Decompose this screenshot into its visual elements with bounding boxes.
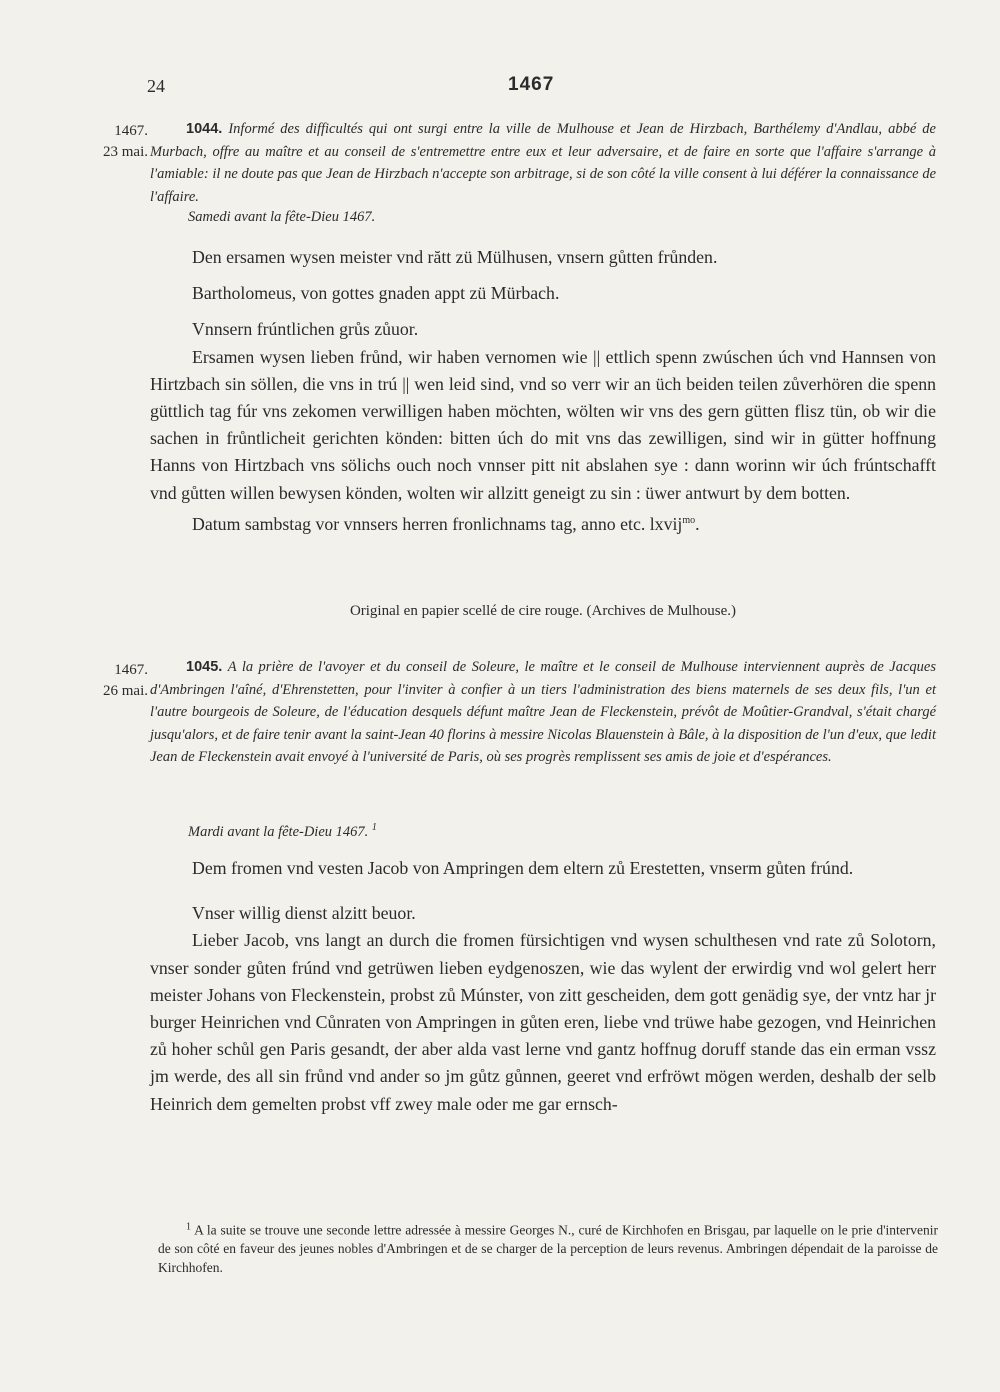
margin-day: 23 mai.: [103, 144, 148, 160]
margin-date-1044: [78, 121, 148, 163]
document-number: 1045.: [186, 659, 223, 675]
summary-1044: [150, 118, 936, 208]
letter-body: Lieber Jacob, vns langt an durch die fromen fürsichtigen vnd wysen schulthesen vnd rate zů Solotorn, vnser sonder gůten frúnd vnd getrüwen lieben eydgenoszen, wie das wylent der erwirdig vnd wol gelert herr meister Johans von Fleckenstein, probst zů Múnster, von zitt gescheiden, dem gott genädig sye, der vntz har jr burger Heinrichen vnd Cůnraten von Ampringen in gůten eren, liebe vnd trüwe habe gezogen, vnd Heinrichen zů hoher schůl gen Paris gesandt, der aber alda vast lerne vnd gantz hoffnug doruff stande das ein erman vssz jm werde, des all sin frůnd vnd ander so jm gůtz gůnnen, geeret vnd erfröwt mögen werden, deshalb der selb Heinrich dem gemelten probst vff zwey male oder me gar ernsch-: [150, 930, 936, 1114]
footnote-ref: 1: [371, 822, 377, 833]
dateline-1044: Samedi avant la fête-Dieu 1467.: [188, 209, 376, 225]
letter-address: Dem fromen vnd vesten Jacob von Ampringen dem eltern zů Erestetten, vnserm gůten frúnd.: [192, 858, 854, 878]
letter-1045: [150, 855, 936, 1118]
summary-text: A la prière de l'avoyer et du conseil de Soleure, le maître et le conseil de Mulhouse interviennent auprès de Jacques d'Ambringen l'aîné, d'Ehrenstetten, pour l'inviter à confier à un tiers l'administration des biens maternels de ses deux fils, l'un et l'autre bourgeois de Soleure, de l'éducation desquels défunt maître Jean de Fleckenstein, prévôt de Moûtier-Grandval, s'était chargé jusqu'alors, et de faire tenir avant la saint-Jean 40 florins à messire Nicolas Blauenstein à Bâle, à la disposition de l'un d'eux, que ledit Jean de Fleckenstein avait envoyé à l'université de Paris, où ses progrès remplissent ses amis de joie et d'espérances.: [150, 659, 937, 765]
source-note-1044: Original en papier scellé de cire rouge. (Archives de Mulhouse.): [349, 603, 737, 619]
summary-text: Informé des difficultés qui ont surgi entre la ville de Mulhouse et Jean de Hirzbach, Barthélemy d'Andlau, abbé de Murbach, offre au maître et au conseil de s'entremettre entre eux et leur adversaire, et de faire en sorte que l'affaire s'arrange à l'amiable: il ne doute pas que Jean de Hirzbach n'accepte son arbitrage, si de son côté la ville consent à lui déférer la connaissance de l'affaire.: [150, 121, 936, 205]
margin-year: 1467.: [114, 662, 148, 678]
letter-body: Ersamen wysen lieben frůnd, wir haben vernomen wie || ettlich spenn zwúschen úch vnd Hannsen von Hirtzbach sin söllen, die vns in trú || wen leid sind, vnd so verr wir an üch beiden teilen zůverhören die spenn güttlich tag fúr vns zekomen verwilligen haben möchten, wölten wir vns des gern gütten flisz tün, ob wir die sachen in frůntlicheit gerichten könden: bitten úch do mit vns das zewilligen, sind wir in gütter hoffnung Hanns von Hirtzbach vns sölichs ouch noch vnnser pitt nit abslahen sye : dann worinn wir úch frúntschafft vnd gůtten willen bewysen könden, wolten wir allzitt geneigt zu sin : üwer antwurt by dem botten.: [150, 346, 936, 503]
margin-year: 1467.: [114, 123, 148, 139]
letter-sender: Bartholomeus, von gottes gnaden appt zü Mürbach.: [192, 283, 560, 304]
footnote-text: A la suite se trouve une seconde lettre adressée à messire Georges N., curé de Kirchhofen en Brisgau, par laquelle on le prie d'intervenir de son côté en faveur des jeunes nobles d'Ambringen et de se charger de la perception de leurs revenus. Ambringen dépendait de la paroisse de Kirchhofen.: [158, 1222, 938, 1275]
letter-1044: [150, 244, 936, 538]
footnote-number: 1: [186, 1221, 191, 1232]
datum-text: Datum sambstag vor vnnsers herren fronlichnams tag, anno etc. lxvij: [192, 513, 683, 534]
letter-greeting: Vnser willig dienst alzitt beuor.: [192, 903, 416, 924]
document-number: 1044.: [186, 121, 223, 137]
footnote: [158, 1218, 938, 1277]
letter-datum: Datum sambstag vor vnnsers herren fronlichnams tag, anno etc. lxvij$^{mo}$.: [192, 513, 700, 534]
dateline-1045: [188, 822, 377, 841]
dateline-text: Mardi avant la fête-Dieu 1467.: [188, 823, 369, 840]
running-header-year: 1467: [508, 74, 555, 95]
footnote-marker: [158, 1223, 191, 1238]
summary-1045: [150, 656, 936, 769]
letter-address: Den ersamen wysen meister vnd rătt zü Mülhusen, vnsern gůtten frůnden.: [192, 247, 718, 267]
margin-date-1045: [78, 660, 148, 702]
datum-superscript: mo: [682, 514, 696, 526]
margin-day: 26 mai.: [103, 683, 148, 699]
letter-greeting: Vnnsern frúntlichen grůs zůuor.: [192, 319, 419, 340]
page-number: 24: [147, 76, 165, 96]
